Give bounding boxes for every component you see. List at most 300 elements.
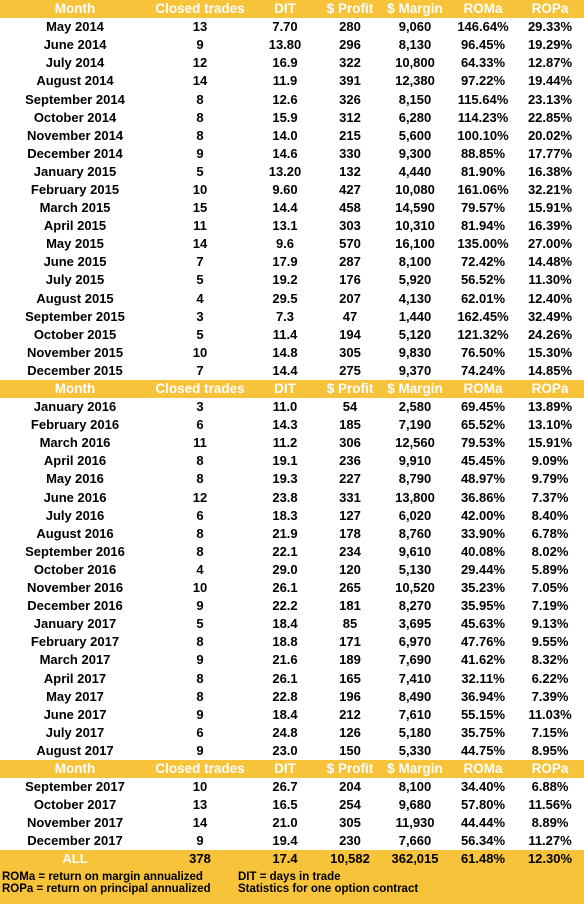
total-ropa: 12.30% xyxy=(516,850,584,868)
cell-margin: 8,760 xyxy=(398,525,432,541)
cell-roma: 161.06% xyxy=(457,181,509,197)
cell-month: November 2016 xyxy=(26,580,124,596)
cell-profit: 127 xyxy=(339,507,361,523)
total-row xyxy=(0,850,584,868)
cell-profit: 54 xyxy=(342,399,358,415)
cell-closed-trades: 9 xyxy=(196,145,204,161)
table-row xyxy=(0,796,584,814)
cell-ropa: 9.09% xyxy=(531,453,569,469)
cell-ropa: 32.21% xyxy=(527,181,573,197)
cell-ropa: 11.30% xyxy=(528,272,572,288)
cell-roma: 162.45% xyxy=(457,308,509,324)
cell-roma: 121.32% xyxy=(457,326,509,342)
header-ropa: ROPa xyxy=(516,0,584,18)
cell-dit: 11.0 xyxy=(272,399,298,415)
cell-roma: 62.01% xyxy=(460,290,506,306)
cell-ropa: 13.10% xyxy=(527,417,573,433)
cell-closed-trades: 14 xyxy=(192,236,208,252)
cell-dit: 12.6 xyxy=(272,91,298,107)
cell-roma: 44.75% xyxy=(460,742,506,758)
cell-month: April 2016 xyxy=(43,453,107,469)
cell-dit: 13.20 xyxy=(268,163,302,179)
cell-closed-trades: 4 xyxy=(196,561,204,577)
cell-profit: 215 xyxy=(339,127,361,143)
cell-closed-trades: 8 xyxy=(196,109,204,125)
cell-ropa: 17.77% xyxy=(527,145,573,161)
cell-month: December 2017 xyxy=(27,833,123,849)
cell-roma: 81.90% xyxy=(460,163,506,179)
table-row xyxy=(0,561,584,579)
header-ropa: ROPa xyxy=(516,760,584,778)
cell-dit: 23.0 xyxy=(272,742,298,758)
total-dit: 17.4 xyxy=(250,850,320,868)
cell-margin: 10,520 xyxy=(395,580,435,596)
cell-roma: 115.64% xyxy=(457,91,509,107)
cell-month: February 2017 xyxy=(30,634,120,650)
table-row xyxy=(0,326,584,344)
cell-margin: 14,590 xyxy=(395,200,435,216)
cell-margin: 6,970 xyxy=(398,634,432,650)
cell-month: December 2015 xyxy=(27,362,123,378)
table-row xyxy=(0,199,584,217)
cell-roma: 100.10% xyxy=(457,127,509,143)
cell-closed-trades: 10 xyxy=(192,181,208,197)
cell-dit: 26.1 xyxy=(272,670,298,686)
cell-profit: 176 xyxy=(339,272,361,288)
cell-month: November 2015 xyxy=(26,344,124,360)
header-row xyxy=(0,760,584,778)
cell-roma: 69.45% xyxy=(460,399,506,415)
cell-dit: 19.3 xyxy=(272,471,298,487)
cell-roma: 41.62% xyxy=(460,652,506,668)
header-ropa: ROPa xyxy=(516,380,584,398)
cell-ropa: 6.88% xyxy=(531,779,569,795)
header-month: Month xyxy=(0,760,150,778)
cell-margin: 9,910 xyxy=(398,453,432,469)
cell-roma: 135.00% xyxy=(457,236,509,252)
cell-month: May 2016 xyxy=(46,471,104,487)
table-row xyxy=(0,579,584,597)
cell-month: December 2016 xyxy=(27,598,123,614)
table-row xyxy=(0,344,584,362)
cell-profit: 204 xyxy=(339,779,361,795)
cell-roma: 48.97% xyxy=(460,471,506,487)
cell-ropa: 15.30% xyxy=(527,344,573,360)
cell-closed-trades: 15 xyxy=(192,200,208,216)
total-closed-trades: 378 xyxy=(150,850,250,868)
table-row xyxy=(0,54,584,72)
cell-closed-trades: 5 xyxy=(196,326,204,342)
cell-month: May 2014 xyxy=(46,19,104,35)
cell-roma: 96.45% xyxy=(460,37,506,53)
cell-closed-trades: 11 xyxy=(193,435,207,451)
cell-profit: 227 xyxy=(339,471,361,487)
cell-roma: 74.24% xyxy=(460,362,506,378)
table-row xyxy=(0,434,584,452)
cell-month: July 2016 xyxy=(45,507,105,523)
table-row xyxy=(0,615,584,633)
cell-dit: 29.5 xyxy=(272,290,298,306)
cell-dit: 19.4 xyxy=(272,833,298,849)
cell-profit: 194 xyxy=(339,326,361,342)
cell-closed-trades: 10 xyxy=(192,779,208,795)
cell-closed-trades: 7 xyxy=(196,362,204,378)
cell-closed-trades: 13 xyxy=(192,19,208,35)
cell-dit: 22.2 xyxy=(272,598,298,614)
cell-ropa: 9.13% xyxy=(531,616,569,632)
cell-closed-trades: 14 xyxy=(192,815,208,831)
header-row xyxy=(0,0,584,18)
table-row xyxy=(0,470,584,488)
cell-roma: 35.95% xyxy=(460,598,506,614)
table-row xyxy=(0,489,584,507)
cell-profit: 296 xyxy=(339,37,361,53)
cell-month: February 2015 xyxy=(30,181,120,197)
cell-margin: 7,410 xyxy=(398,670,432,686)
cell-month: August 2016 xyxy=(36,525,114,541)
cell-month: January 2016 xyxy=(33,399,117,415)
cell-ropa: 19.29% xyxy=(527,37,573,53)
cell-dit: 7.70 xyxy=(272,19,298,35)
table-row xyxy=(0,217,584,235)
cell-margin: 8,130 xyxy=(398,37,432,53)
cell-dit: 18.4 xyxy=(272,706,298,722)
header-dit: DIT xyxy=(250,0,320,18)
header-profit: $ Profit xyxy=(320,380,380,398)
cell-closed-trades: 8 xyxy=(196,634,204,650)
cell-closed-trades: 10 xyxy=(192,344,208,360)
cell-margin: 8,100 xyxy=(398,779,432,795)
cell-profit: 171 xyxy=(339,634,361,650)
header-roma: ROMa xyxy=(450,0,516,18)
cell-dit: 7.3 xyxy=(275,308,295,324)
cell-margin: 10,310 xyxy=(395,218,435,234)
cell-dit: 18.4 xyxy=(272,616,298,632)
table-row xyxy=(0,452,584,470)
cell-closed-trades: 6 xyxy=(196,724,204,740)
cell-roma: 72.42% xyxy=(460,254,506,270)
cell-margin: 6,280 xyxy=(398,109,432,125)
cell-ropa: 11.03% xyxy=(528,706,572,722)
cell-profit: 178 xyxy=(339,525,361,541)
cell-margin: 9,680 xyxy=(398,797,432,813)
cell-margin: 5,180 xyxy=(398,724,432,740)
cell-ropa: 22.85% xyxy=(527,109,573,125)
cell-profit: 230 xyxy=(339,833,361,849)
cell-roma: 146.64% xyxy=(457,19,509,35)
cell-margin: 5,120 xyxy=(398,326,432,342)
table-row xyxy=(0,507,584,525)
table-row xyxy=(0,597,584,615)
cell-profit: 322 xyxy=(339,55,361,71)
cell-dit: 24.8 xyxy=(272,724,298,740)
cell-profit: 165 xyxy=(339,670,361,686)
cell-roma: 45.63% xyxy=(460,616,506,632)
cell-closed-trades: 5 xyxy=(196,163,204,179)
cell-closed-trades: 14 xyxy=(192,73,208,89)
cell-ropa: 24.26% xyxy=(527,326,573,342)
cell-roma: 64.33% xyxy=(460,55,506,71)
cell-closed-trades: 5 xyxy=(196,272,204,288)
table-row xyxy=(0,181,584,199)
header-roma: ROMa xyxy=(450,760,516,778)
cell-month: October 2015 xyxy=(33,326,117,342)
cell-ropa: 20.02% xyxy=(527,127,573,143)
cell-ropa: 13.89% xyxy=(527,399,573,415)
cell-dit: 18.3 xyxy=(272,507,298,523)
cell-ropa: 19.44% xyxy=(527,73,573,89)
cell-closed-trades: 8 xyxy=(196,127,204,143)
cell-closed-trades: 8 xyxy=(196,688,204,704)
cell-dit: 23.8 xyxy=(272,489,298,505)
cell-margin: 5,130 xyxy=(398,561,432,577)
cell-ropa: 15.91% xyxy=(527,200,573,216)
footnotes xyxy=(0,869,584,904)
cell-profit: 236 xyxy=(339,453,361,469)
cell-month: June 2017 xyxy=(43,706,107,722)
header-month: Month xyxy=(0,0,150,18)
cell-closed-trades: 9 xyxy=(196,598,204,614)
header-profit: $ Profit xyxy=(320,0,380,18)
cell-profit: 280 xyxy=(339,19,361,35)
cell-month: August 2015 xyxy=(36,290,114,306)
cell-month: April 2015 xyxy=(43,218,107,234)
cell-closed-trades: 6 xyxy=(196,507,204,523)
header-row xyxy=(0,380,584,398)
cell-dit: 22.8 xyxy=(272,688,298,704)
cell-dit: 18.8 xyxy=(272,634,298,650)
cell-closed-trades: 8 xyxy=(196,525,204,541)
cell-profit: 189 xyxy=(339,652,361,668)
cell-dit: 11.4 xyxy=(272,326,298,342)
cell-month: December 2014 xyxy=(27,145,123,161)
cell-margin: 10,800 xyxy=(395,55,435,71)
cell-dit: 21.6 xyxy=(272,652,298,668)
cell-profit: 427 xyxy=(339,181,361,197)
cell-month: June 2014 xyxy=(43,37,107,53)
cell-dit: 14.0 xyxy=(272,127,298,143)
table-row xyxy=(0,778,584,796)
table-row xyxy=(0,814,584,832)
table-row xyxy=(0,163,584,181)
table-row xyxy=(0,688,584,706)
header-dit: DIT xyxy=(250,380,320,398)
cell-roma: 42.00% xyxy=(460,507,506,523)
cell-roma: 81.94% xyxy=(460,218,506,234)
cell-ropa: 5.89% xyxy=(531,561,569,577)
note-stats: Statistics for one option contract xyxy=(238,882,419,895)
cell-roma: 35.23% xyxy=(460,580,506,596)
cell-dit: 26.1 xyxy=(272,580,298,596)
cell-month: July 2015 xyxy=(45,272,105,288)
table-row xyxy=(0,706,584,724)
cell-dit: 21.9 xyxy=(272,525,298,541)
table-row xyxy=(0,398,584,416)
cell-margin: 4,440 xyxy=(398,163,432,179)
cell-margin: 8,150 xyxy=(398,91,432,107)
cell-ropa: 14.48% xyxy=(527,254,573,270)
header-dit: DIT xyxy=(250,760,320,778)
cell-ropa: 23.13% xyxy=(527,91,573,107)
cell-dit: 14.4 xyxy=(272,362,298,378)
cell-roma: 79.57% xyxy=(460,200,506,216)
cell-margin: 3,695 xyxy=(398,616,432,632)
cell-dit: 19.1 xyxy=(272,453,298,469)
cell-month: February 2016 xyxy=(30,417,120,433)
table-row xyxy=(0,18,584,36)
cell-closed-trades: 3 xyxy=(196,399,204,415)
cell-profit: 306 xyxy=(339,435,361,451)
header-closed-trades: Closed trades xyxy=(150,760,250,778)
cell-margin: 8,100 xyxy=(398,254,432,270)
table-row xyxy=(0,145,584,163)
cell-roma: 34.40% xyxy=(460,779,506,795)
cell-ropa: 8.95% xyxy=(531,742,569,758)
cell-ropa: 8.32% xyxy=(531,652,569,668)
cell-dit: 11.9 xyxy=(272,73,298,89)
cell-ropa: 29.33% xyxy=(527,19,573,35)
cell-profit: 150 xyxy=(339,742,361,758)
cell-month: July 2014 xyxy=(45,55,105,71)
cell-dit: 13.1 xyxy=(272,218,298,234)
cell-profit: 85 xyxy=(342,616,358,632)
cell-profit: 196 xyxy=(339,688,361,704)
cell-profit: 305 xyxy=(339,344,361,360)
table-row xyxy=(0,235,584,253)
header-closed-trades: Closed trades xyxy=(150,0,250,18)
cell-margin: 9,830 xyxy=(398,344,432,360)
cell-margin: 9,370 xyxy=(398,362,432,378)
cell-dit: 16.9 xyxy=(272,55,298,71)
cell-ropa: 7.39% xyxy=(531,688,569,704)
cell-dit: 9.60 xyxy=(272,181,298,197)
cell-roma: 79.53% xyxy=(460,435,506,451)
cell-month: October 2017 xyxy=(33,797,117,813)
cell-profit: 254 xyxy=(339,797,361,813)
cell-dit: 9.6 xyxy=(275,236,295,252)
cell-ropa: 9.55% xyxy=(531,634,569,650)
table-row xyxy=(0,253,584,271)
total-profit: 10,582 xyxy=(320,850,380,868)
cell-roma: 65.52% xyxy=(460,417,506,433)
cell-roma: 55.15% xyxy=(460,706,506,722)
cell-month: June 2015 xyxy=(43,254,107,270)
cell-ropa: 11.56% xyxy=(528,797,572,813)
cell-dit: 14.8 xyxy=(272,344,298,360)
cell-ropa: 11.27% xyxy=(528,833,572,849)
table-row xyxy=(0,832,584,850)
cell-margin: 7,690 xyxy=(398,652,432,668)
cell-profit: 265 xyxy=(339,580,361,596)
cell-roma: 32.11% xyxy=(461,670,505,686)
table-row xyxy=(0,36,584,54)
header-closed-trades: Closed trades xyxy=(150,380,250,398)
cell-ropa: 16.38% xyxy=(527,163,573,179)
cell-closed-trades: 8 xyxy=(196,670,204,686)
cell-profit: 326 xyxy=(339,91,361,107)
cell-roma: 36.94% xyxy=(460,688,506,704)
cell-closed-trades: 8 xyxy=(196,453,204,469)
cell-margin: 16,100 xyxy=(395,236,435,252)
cell-ropa: 7.37% xyxy=(531,489,569,505)
cell-dit: 14.4 xyxy=(272,200,298,216)
cell-dit: 19.2 xyxy=(272,272,298,288)
cell-roma: 45.45% xyxy=(460,453,506,469)
cell-month: March 2015 xyxy=(39,200,111,216)
table-row xyxy=(0,543,584,561)
table-row xyxy=(0,416,584,434)
cell-profit: 132 xyxy=(339,163,361,179)
cell-month: July 2017 xyxy=(45,724,105,740)
table-row xyxy=(0,290,584,308)
cell-roma: 114.23% xyxy=(457,109,509,125)
cell-roma: 29.44% xyxy=(460,561,506,577)
cell-ropa: 9.79% xyxy=(531,471,569,487)
cell-month: May 2017 xyxy=(46,688,104,704)
table-row xyxy=(0,525,584,543)
table-row xyxy=(0,724,584,742)
cell-closed-trades: 11 xyxy=(193,218,207,234)
table-row xyxy=(0,362,584,380)
cell-roma: 88.85% xyxy=(460,145,506,161)
cell-margin: 6,020 xyxy=(398,507,432,523)
cell-profit: 312 xyxy=(339,109,361,125)
table-row xyxy=(0,90,584,108)
cell-month: September 2015 xyxy=(25,308,125,324)
table-row xyxy=(0,742,584,760)
cell-ropa: 12.87% xyxy=(527,55,573,71)
header-margin: $ Margin xyxy=(380,380,450,398)
cell-roma: 40.08% xyxy=(460,543,506,559)
note-dit: DIT = days in trade xyxy=(238,870,341,883)
cell-margin: 8,490 xyxy=(398,688,432,704)
cell-closed-trades: 13 xyxy=(192,797,208,813)
cell-closed-trades: 9 xyxy=(196,706,204,722)
cell-ropa: 14.85% xyxy=(527,362,573,378)
table-row xyxy=(0,109,584,127)
cell-ropa: 15.91% xyxy=(527,435,573,451)
cell-roma: 56.34% xyxy=(460,833,506,849)
table-row xyxy=(0,651,584,669)
cell-roma: 76.50% xyxy=(460,344,506,360)
cell-margin: 4,130 xyxy=(398,290,432,306)
cell-closed-trades: 9 xyxy=(196,652,204,668)
cell-margin: 12,560 xyxy=(395,435,435,451)
cell-profit: 47 xyxy=(342,308,358,324)
cell-closed-trades: 8 xyxy=(196,543,204,559)
cell-margin: 11,930 xyxy=(395,815,435,831)
cell-margin: 5,330 xyxy=(398,742,432,758)
cell-month: March 2017 xyxy=(39,652,111,668)
cell-roma: 33.90% xyxy=(460,525,506,541)
cell-margin: 9,060 xyxy=(398,19,432,35)
cell-closed-trades: 5 xyxy=(196,616,204,632)
cell-month: May 2015 xyxy=(46,236,104,252)
cell-month: November 2017 xyxy=(26,815,124,831)
cell-month: March 2016 xyxy=(39,435,111,451)
cell-month: September 2017 xyxy=(25,779,125,795)
cell-closed-trades: 9 xyxy=(196,742,204,758)
header-roma: ROMa xyxy=(450,380,516,398)
cell-dit: 11.2 xyxy=(272,435,298,451)
cell-ropa: 8.02% xyxy=(531,543,569,559)
cell-margin: 5,600 xyxy=(398,127,432,143)
total-month: ALL xyxy=(0,850,150,868)
table-row xyxy=(0,633,584,651)
cell-profit: 181 xyxy=(339,598,361,614)
cell-profit: 120 xyxy=(339,561,361,577)
cell-roma: 57.80% xyxy=(460,797,506,813)
